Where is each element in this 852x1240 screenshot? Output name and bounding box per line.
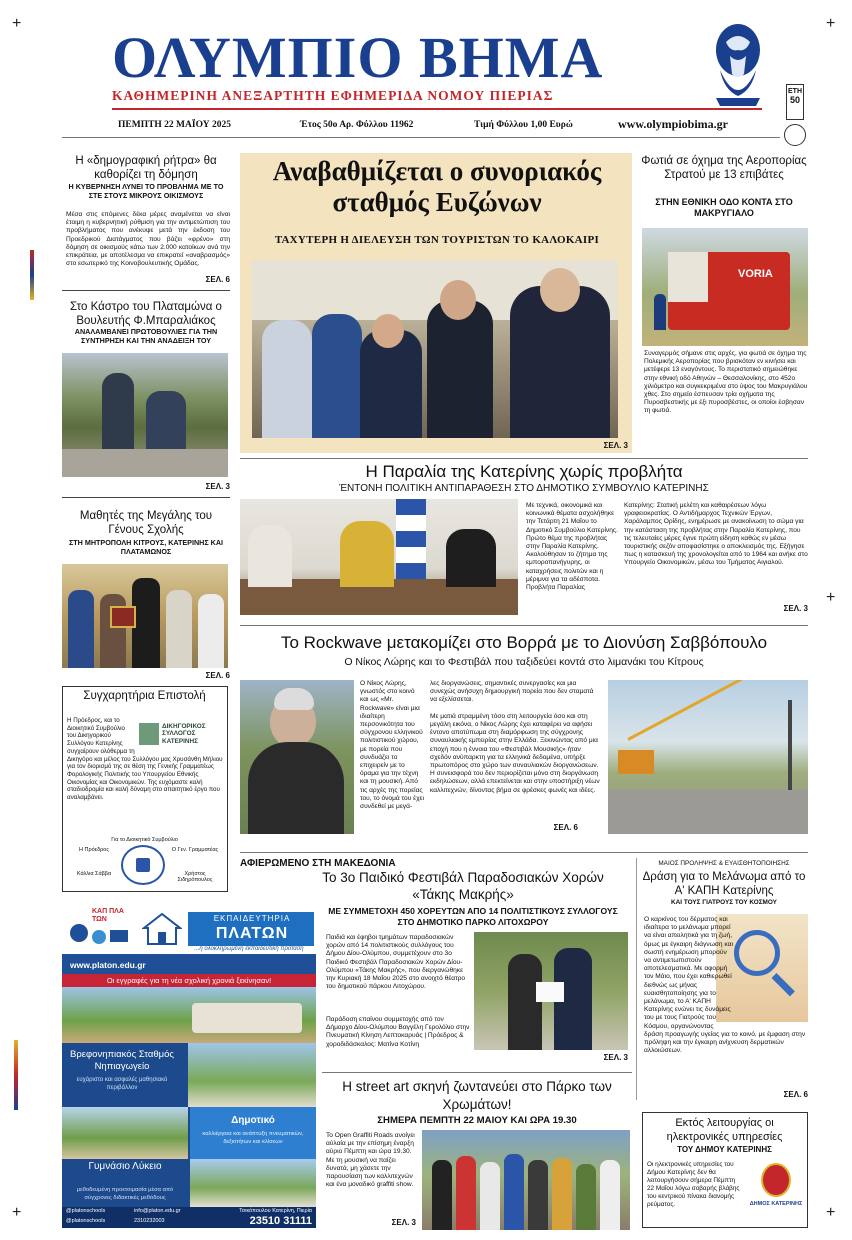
castle-photo: [62, 353, 228, 477]
issue-date: ΠΕΜΠΤΗ 22 ΜΑΪΟΥ 2025: [118, 120, 231, 130]
face: [440, 280, 476, 320]
person-figure: [248, 742, 344, 834]
students-title[interactable]: Μαθητές της Μεγάλης του Γένους Σχολής: [79, 510, 213, 536]
streetart-title[interactable]: Η street art σκηνή ζωντανεύει στο Πάρκο των Χρωμάτων!: [342, 1079, 612, 1112]
section-rule: [240, 625, 808, 626]
ad-brand: ΠΛΑΤΩΝ: [215, 925, 289, 942]
council-photo: [240, 499, 518, 615]
page-ref[interactable]: ΣΕΛ. 3: [603, 441, 628, 450]
seal-icon: [784, 124, 806, 146]
fire-subtitle: ΣΤΗΝ ΕΘΝΙΚΗ ΟΔΟ ΚΟΝΤΑ ΣΤΟ ΜΑΚΡΥΓΙΑΛΟ: [655, 197, 793, 218]
beach-title[interactable]: Η Παραλία της Κατερίνης χωρίς προβλήτα: [365, 462, 683, 481]
demographic-body: Μέσα στις επόμενες δέκα μέρες αναμένεται να είναι έτοιμη η κυβερνητική ρύθμιση για την αντιμετώπιση του προβλήματος που ανέκυψε μετά την έκδοση του Προεδρικού Διατάγματος που βάζει «φρένο» στη δόμηση σε οικισμούς κάτω των 2.000 κατοίκων ανά την επικράτεια, με αποτέλεσμα να επικρατεί «αναβρασμός» στο εσωτερικό της Κοινοβουλευτικής Ομάδας.: [66, 211, 230, 268]
face: [540, 268, 580, 312]
crop-mark: +: [826, 15, 836, 32]
hair: [274, 688, 314, 710]
ad-secondary-block: [62, 1159, 316, 1207]
statue-logo: [708, 20, 768, 106]
beach-col2: Κατερίνης: Στατική μελέτη και καθαιρέσεων λόγω γραφειοκρατίας. Ο Αντιδήμαρχος Τεχνικών Έργων, Χαράλαμπος Ορίδης, ενημέρωσε με ανακοίνωση το σώμα για την κατάσταση της προβλήτας στην Παραλία Κατερίνης, που τις τελευταίες μέρες έγινε πρώτη είδηση καθώς εν μέσω τουριστικής σεζόν αποφασίστηκε ο αποκλεισμός της. Εξήγησε πως η κατασκευή της χρονολογείται από το 1964 και ανήκε στο Υπουργείο Οικονομικών, μέσω του Τμήματος Αιγιαλού.: [624, 502, 808, 567]
seal-stamp-icon: [121, 845, 165, 885]
lead-photo: [252, 260, 618, 438]
ad-nursery-block: [62, 1043, 316, 1107]
signature-role: Ο Γεν. Γραμματέας: [171, 847, 219, 853]
issue-number: Έτος 50ο Αρ. Φύλλου 11962: [300, 120, 414, 130]
section-rule: [62, 497, 230, 498]
ad-building-icon: [142, 912, 182, 946]
person-figure: [427, 300, 493, 438]
students-photo: [62, 564, 228, 668]
bar-association-logo: [139, 717, 223, 751]
ad-secondary-sub: μεθοδευμένη προετοιμασία μέσα από σύγχρονες διδακτικές μεθόδους: [76, 1187, 174, 1201]
person-figure: [446, 529, 496, 587]
person-figure: [528, 1160, 548, 1230]
person-figure: [576, 1164, 596, 1230]
crop-mark: +: [12, 1204, 22, 1221]
section-rule: [240, 458, 808, 459]
municipality-emblem-icon: [761, 1163, 791, 1197]
website-link[interactable]: www.olympiobima.gr: [618, 117, 729, 131]
fire-photo: [642, 228, 808, 346]
section-rule: [322, 1072, 632, 1073]
rockwave-title[interactable]: Το Rockwave μετακομίζει στο Βορρά με το Διονύση Σαββόπουλο: [280, 633, 768, 652]
melanoma-subtitle: ΚΑΙ ΤΟΥΣ ΓΙΑΤΡΟΥΣ ΤΟΥ ΚΟΣΜΟΥ: [671, 899, 777, 906]
plaque: [110, 606, 136, 628]
harbor-photo: [608, 680, 808, 834]
festival-subtitle: ΜΕ ΣΥΜΜΕΤΟΧΗ 450 ΧΟΡΕΥΤΩΝ ΑΠΟ 14 ΠΟΛΙΤΙΣΤΙΚΟΥΣ ΣΥΛΛΟΓΟΥΣ ΣΤΟ ΔΗΜΟΤΙΚΟ ΠΑΡΚΟ ΛΙΤΟΧΩΡΟΥ: [328, 906, 618, 927]
demographic-title[interactable]: Η «δημογραφική ρήτρα» θα καθορίζει τη δόμηση: [75, 155, 217, 181]
masthead-bottom-rule: [62, 137, 780, 138]
castle-wall: [62, 449, 228, 477]
ad-phone[interactable]: 23510 31111: [249, 1215, 312, 1227]
municipality-caption: ΔΗΜΟΣ ΚΑΤΕΡΙΝΗΣ: [749, 1201, 803, 1207]
person-figure: [262, 320, 312, 438]
lead-subtitle: ΤΑΧΥΤΕΡΗ Η ΔΙΕΛΕΥΣΗ ΤΩΝ ΤΟΥΡΙΣΤΩΝ ΤΟ ΚΑΛΟΚΑΙΡΙ: [274, 234, 600, 246]
ad-primary-sub: καλλιέργεια και ανάπτυξη πνευματικών, δεξιοτήτων και κλίσεων: [202, 1131, 304, 1145]
person-figure: [480, 1162, 500, 1230]
beach-col1-tail: Προβλήτα Παραλίας: [526, 584, 585, 592]
person-figure: [432, 1160, 452, 1230]
face: [372, 314, 404, 348]
ad-primary: Δημοτικό: [231, 1115, 275, 1126]
person-figure: [552, 1158, 572, 1230]
person-figure: [248, 525, 292, 587]
beach-col1: [526, 502, 618, 592]
firefighter-figure: [654, 294, 666, 330]
page-ref[interactable]: ΣΕΛ. 3: [391, 1218, 416, 1227]
closure-box: [642, 1112, 808, 1228]
streetart-subtitle: ΣΗΜΕΡΑ ΠΕΜΠΤΗ 22 ΜΑΙΟΥ ΚΑΙ ΩΡΑ 19.30: [377, 1115, 577, 1126]
ad-email[interactable]: info@platon.edu.gr: [134, 1208, 181, 1214]
truck-cab: [668, 252, 708, 302]
anniversary-number: 50: [789, 95, 800, 105]
beach-col1-text: Με τεχνικά, οικονομικά και κοινωνικά θέματα ασχολήθηκε την Τετάρτη 21 Μαΐου το Δημοτικό Συμβούλιο Κατερίνης. Πρώτο θέμα της προβλήτας στην Παραλία Κατερίνης. Ακολούθησαν το ζήτημα της εμποροπανήγυρης, οι καταχρήσεις πολιτών και η μέριμνα για τα αδέσποτα.: [526, 502, 618, 583]
section-rule: [240, 852, 808, 853]
congrats-title: Συγχαρητήρια Επιστολή: [83, 690, 206, 702]
page-ref[interactable]: ΣΕΛ. 3: [205, 482, 230, 491]
bar-logo-line: ΣΥΛΛΟΓΟΣ: [162, 730, 196, 738]
municipality-logo: [747, 1161, 805, 1217]
demographic-subtitle: Η ΚΥΒΕΡΝΗΣΗ ΛΥΝΕΙ ΤΟ ΠΡΟΒΛΗΜΑ ΜΕ ΤΟ ΣΤΕ ΣΤΟΥΣ ΜΙΚΡΟΥΣ ΟΙΚΙΣΜΟΥΣ: [68, 182, 224, 200]
section-rule: [62, 290, 230, 291]
masthead-rule: [112, 108, 762, 110]
festival-title[interactable]: Το 3ο Παιδικό Φεστιβάλ Παραδοσιακών Χορών «Τάκης Μακρής»: [322, 870, 604, 902]
person-figure: [312, 314, 362, 438]
congrats-text: Η Πρόεδρος, και το Διοικητικό Συμβούλιο του Δικηγορικού Συλλόγου Κατερίνης συγχαίρουν ολόθερμα τη Δικηγόρο και μέλος του Συλλόγου μας Χρυσάνθη Μήλιου για τον διορισμό της σε θέση της Γενικής Γραμματέως Φορολογικής Πολιτικής του Υπουργείου Εθνικής Οικονομίας και Οικονομικών. Της ευχόμαστε καλή σταδιοδρομία και καλή δύναμη στο απαιτητικό έργο που αναλαμβάνει.: [67, 717, 223, 802]
ad-secondary-photo: [190, 1159, 316, 1207]
festival-kicker: ΑΦΙΕΡΩΜΕΝΟ ΣΤΗ ΜΑΚΕΔΟΝΙΑ: [240, 858, 396, 869]
closure-title[interactable]: Εκτός λειτουργίας οι ηλεκτρονικές υπηρεσίες: [666, 1117, 783, 1143]
ad-nursery-photo: [188, 1043, 316, 1107]
page-ref[interactable]: ΣΕΛ. 3: [603, 1053, 628, 1062]
issue-price: Τιμή Φύλλου 1,00 Ευρώ: [474, 120, 573, 130]
festival-photo: [474, 932, 628, 1050]
bar-logo-line: ΔΙΚΗΓΟΡΙΚΟΣ: [162, 722, 206, 730]
ad-banner-text: Οι εγγραφές για τη νέα σχολική χρονιά ξεκίνησαν!: [106, 976, 272, 985]
masthead-title: ΟΛΥΜΠΙΟ ΒΗΜΑ: [112, 25, 604, 90]
person-figure: [508, 954, 542, 1050]
streetart-photo: [422, 1130, 630, 1230]
greek-flag: [396, 499, 426, 579]
dock: [608, 790, 808, 834]
rockwave-subtitle: Ο Νίκος Λώρης και το Φεστιβάλ που ταξιδεύει κοντά στο λιμανάκι του Κίτρους: [344, 656, 704, 668]
ad-url[interactable]: www.platon.edu.gr: [70, 960, 146, 970]
page-ref[interactable]: ΣΕΛ. 6: [205, 275, 230, 284]
page-ref[interactable]: ΣΕΛ. 3: [783, 604, 808, 613]
crop-mark: +: [12, 15, 22, 32]
bar-logo-line: ΚΑΤΕΡΙΝΗΣ: [162, 737, 198, 745]
ad-campus-photo: [62, 987, 316, 1043]
priest-figure: [132, 578, 160, 668]
crane-body: [618, 750, 654, 774]
castle-subtitle: ΑΝΑΛΑΜΒΑΝΕΙ ΠΡΩΤΟΒΟΥΛΙΕΣ ΓΙΑ ΤΗΝ ΣΥΝΤΗΡΗΣΗ ΚΑΙ ΤΗΝ ΑΝΑΔΕΙΞΗ ΤΟΥ: [74, 327, 218, 345]
ad-primary-photo: [62, 1107, 188, 1159]
anniversary-tag: ΕΤΗ: [788, 88, 802, 95]
registration-tag: [30, 250, 34, 300]
truck-label: VORIA: [738, 268, 773, 280]
melanoma-body: [644, 916, 808, 1055]
person-figure: [198, 594, 224, 668]
person-figure: [166, 590, 192, 668]
crop-mark: +: [826, 1204, 836, 1221]
students-subtitle: ΣΤΗ ΜΗΤΡΟΠΟΛΗ ΚΙΤΡΟΥΣ, ΚΑΤΕΡΙΝΗΣ ΚΑΙ ΠΛΑΤΑΜΩΝΟΣ: [68, 538, 224, 556]
congrats-body: [67, 717, 223, 802]
ad-partner-logos: [70, 908, 134, 948]
page-ref[interactable]: ΣΕΛ. 6: [783, 1090, 808, 1099]
registration-tag: [14, 1040, 18, 1110]
person-figure: [456, 1156, 476, 1230]
person-figure: [68, 590, 94, 668]
ad-brand-small: ΕΚΠΑΙΔΕΥΤΗΡΙΑ: [213, 914, 291, 923]
ad-social[interactable]: @platonschools: [66, 1218, 106, 1224]
festival-body1: Παιδιά και έφηβοι τμημάτων παραδοσιακών χορών από 14 πολιτιστικούς συλλόγους του Δήμου Δίου-Ολύμπου, συμμετέχουν στο 3ο Παιδικό Φεστιβάλ Παραδοσιακών Χορών Δίου-Ολύμπου «Τάκης Μακρής», που διεργανώθηκε την Κυριακή 18 Μαΐου 2025 στο ανοιχτό θέατρο του δημοτικού πάρκου Λιτοχώρου.: [326, 934, 466, 991]
castle-title[interactable]: Στο Κάστρο του Πλαταμώνα ο Βουλευτής Φ.Μπαραλιάκος: [70, 301, 222, 327]
melanoma-text: Ο καρκίνος του δέρματος και ιδιαίτερα το μελάνωμα μπορεί να είναι απειλητικά για τη ζωή, όμως με έγκαιρη διάγνωση και σωστή ενημέρωση μπορούν να αντιμετωπιστούν αποτελεσματικά. Με αφορμή τον Μάιο, που έχει καθιερωθεί διεθνώς ως μήνας ευαισθητοποίησης για το μελάνωμα, το Α' ΚΑΠΗ Κατερίνης ενώνει τις δυνάμεις του με τους Γιατρούς του Κόσμου, οργανώνοντας δράση προαγωγής υγείας για το κοινό, με έμφαση στην πρόληψη και την έγκαιρη ανίχνευση δερματικών αλλοιώσεων.: [644, 916, 806, 1055]
masthead-subtitle: ΚΑΘΗΜΕΡΙΝΗ ΑΝΕΞΑΡΤΗΤΗ ΕΦΗΜΕΡΙΔΑ ΝΟΜΟΥ ΠΙΕΡΙΑΣ: [112, 88, 554, 103]
ad-brand-banner: [188, 912, 314, 946]
ad-nursery-sub: ευχάριστο και ασφαλές μαθησιακό περιβάλλον: [76, 1077, 168, 1091]
fire-body: Συναγερμός σήμανε στις αρχές, για φωτιά σε όχημα της Πολεμικής Αεροπορίας που βρισκόταν εν κινήσει και μετέφερε 13 εναγόντους. Το περιστατικό σημειώθηκε στην εθνική οδό Αθηνών – Θεσσαλονίκης, στο 452ο χιλιόμετρο και συγκεκριμένα στο ύψος του Μακρυγιάλου χθες. Στο σημείο έσπευσαν τρία οχήματα της Πυροσβεστικής με έξι πυροσβέστες, οι οποίοι έσβησαν τη φωτιά.: [644, 350, 808, 415]
closure-body: Οι ηλεκτρονικές υπηρεσίες του Δήμου Κατερίνης δεν θα λειτουργήσουν σήμερα Πέμπτη 22 Μαΐου λόγω σοβαρής βλάβης του κεντρικού πίνακα διανομής ρεύματος.: [647, 1161, 740, 1208]
certificate: [536, 982, 564, 1002]
melanoma-title[interactable]: Δράση για το Μελάνωμα από το Α' ΚΑΠΗ Κατερίνης: [642, 871, 806, 897]
pole: [788, 700, 792, 790]
ad-footer: [62, 1207, 316, 1228]
rockwave-portrait: [240, 680, 354, 834]
ad-nursery: Βρεφονηπιακός Σταθμός Νηπιαγωγείο: [70, 1049, 174, 1072]
page-ref[interactable]: ΣΕΛ. 6: [553, 823, 578, 832]
festival-body2: Παράδοση επαίνου συμμετοχής από τον Δήμαρχο Δίου-Ολύμπου Βαγγέλη Γερολόλιο στην Πνευματική Κίνηση Λεπτοκαρυάς | Πρόεδρος & χοροδιδάσκαλος: Ματίνα Κοτίνη: [326, 1016, 470, 1048]
signature-name: Χρήστος Σιδηρόπουλος: [177, 871, 213, 883]
ad-secondary: Γυμνάσιο Λύκειο: [88, 1161, 162, 1172]
person-figure: [340, 521, 394, 587]
fire-title[interactable]: Φωτιά σε όχημα της Αεροπορίας Στρατού με 13 επιβάτες: [641, 155, 807, 181]
crane-arm: [627, 680, 752, 741]
congrats-box: [62, 686, 228, 892]
ad-logo-text: ΚΑΠ ΠΛΑ ΤΩΝ: [92, 908, 124, 923]
ad-banner: [62, 974, 316, 987]
rockwave-col1: Ο Νίκος Λώρης, γνωστός στο κοινό και ως «Mr. Rockwave» είναι μια ιδιαίτερη περσονικότητα του σύγχρονου ελληνικού πολιτιστικού χώρου, με πορεία που συνδυάζει το επιχειρείν με το όραμα για την τέχνη και τη μουσική. Από τις αρχές της πορείας του, το όνομά του έχει συνδεθεί με μεγά-: [360, 680, 424, 811]
platon-ad[interactable]: [62, 902, 316, 1228]
page-ref[interactable]: ΣΕΛ. 6: [205, 671, 230, 680]
ad-social[interactable]: @platonschools: [66, 1208, 106, 1214]
signature-role: Η Πρόεδρος: [78, 847, 109, 853]
anniversary-badge: [786, 84, 804, 120]
ad-tagline: ...η ολοκληρωμένη εκπαιδευτική πρόταση: [194, 946, 304, 952]
streetart-body: Το Open Graffiti Roads ανοίγει αύλαία με την επίσημη έναρξη αύριο Πέμπτη και ώρα 19.30. Με τη μουσική να παίζει δυνατά, μη χάσετε την παρουσίαση των καλλιτεχνών και ένα μοναδικό graffiti show.: [326, 1132, 415, 1189]
melanoma-kicker: ΜΑΙΟΣ ΠΡΟΛΗΨΗΣ & ΕΥΑΙΣΘΗΤΟΠΟΙΗΣΗΣ: [658, 860, 790, 867]
rockwave-col2: λες διοργανώσεις, σημαντικές συνεργασίες και μια συνεχώς ανήσυχη δημιουργική πορεία που δεν σταματά να εξελίσσεται. Με ματιά στραμμένη τόσο στη λειτουργεία όσο και στη μεγάλη εικόνα, ο Νίκος Λώρης έχει καταφέρει να αφήσει έντονο αποτύπωμα στη διαμόρφωση της σύγχρονης συναυλιακής εμπειρίας στην Ελλάδα. Ξεκινώντας από μια εποχή που η έννοια του «Φεστιβάλ Μουσικής» ήταν σχεδόν ανύπαρκτη για τα ελληνικά δεδομένα, υπήρξε πρωτοπόρος στο χώρο των συναυλιακών διοργανώσεων. Η συνεισφορά του δεν περιορίζεται μόνο στη διοργάνωση εκδηλώσεων, αλλά επεκτείνεται και στην υποστήριξη νέων καλλιτεχνών, δίνοντας βήμα σε φρέσκες φωνές και ιδέες.: [430, 680, 600, 794]
ad-address: Τσικόπουλου Κατερίνη, Πιερία: [239, 1208, 312, 1214]
beach-subtitle: ΈΝΤΟΝΗ ΠΟΛΙΤΙΚΗ ΑΝΤΙΠΑΡΑΘΕΣΗ ΣΤΟ ΔΗΜΟΤΙΚΟ ΣΥΜΒΟΥΛΙΟ ΚΑΤΕΡΙΝΗΣ: [339, 483, 709, 494]
lead-title[interactable]: Αναβαθμίζεται ο συνοριακός σταθμός Ευζώνων: [272, 156, 602, 217]
congrats-for-board: Για το Διοικητικό Συμβούλιο: [111, 837, 178, 843]
person-figure: [504, 1154, 524, 1230]
column-rule: [636, 858, 637, 1100]
crop-mark: +: [826, 589, 836, 606]
ad-primary-block: [62, 1107, 316, 1159]
bar-logo-icon: [139, 723, 159, 745]
ad-phone-small[interactable]: 2310232003: [134, 1218, 165, 1224]
closure-subtitle: ΤΟΥ ΔΗΜΟΥ ΚΑΤΕΡΙΝΗΣ: [677, 1145, 772, 1154]
signature-name: Κάλλια Σάββα: [76, 871, 112, 877]
person-figure: [600, 1160, 620, 1230]
